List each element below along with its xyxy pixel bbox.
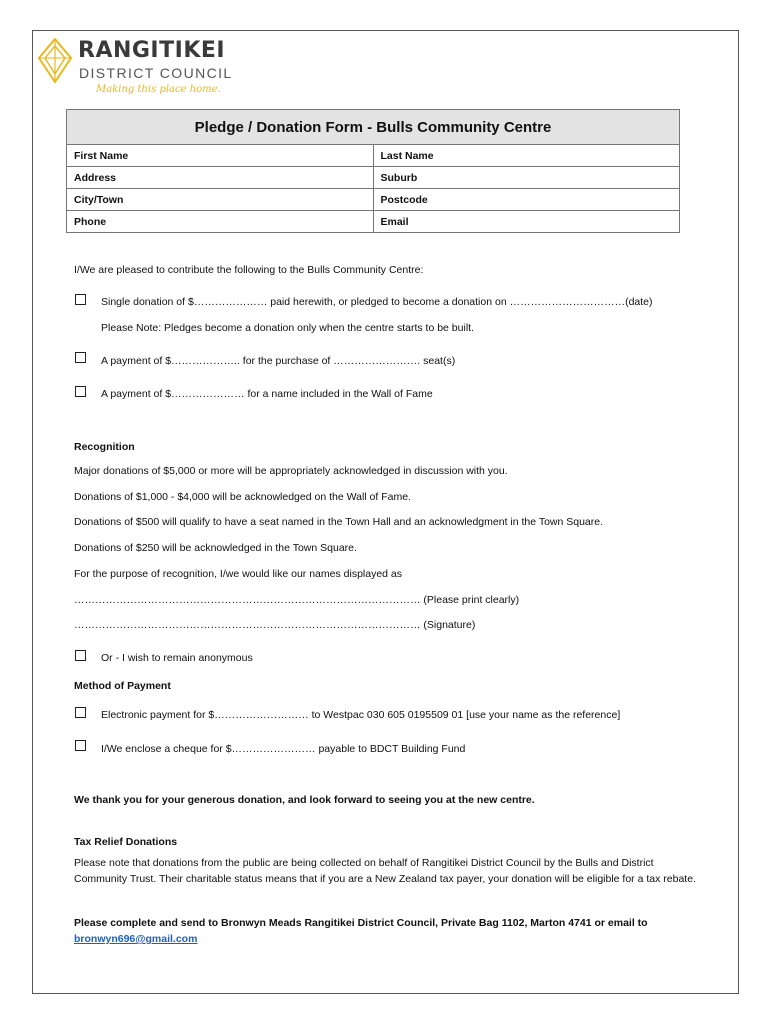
anonymous-label: Or - I wish to remain anonymous [101,652,253,664]
diamond-logo-icon [38,38,72,84]
contribution-intro: I/We are pleased to contribute the following to the Bulls Community Centre: [74,264,424,276]
recognition-heading: Recognition [74,441,135,453]
signature-line[interactable]: ……………………………………………………………………………………… (Signature) [74,619,476,631]
table-row [67,189,680,211]
pledge-note: Please Note: Pledges become a donation only when the centre starts to be built. [101,322,474,334]
tax-relief-body: Please note that donations from the public are being collected on behalf of Rangitikei District Council by the Bulls and District Community Trust. Their charitable status means that if you are a New Zealand tax payer, your donation will be eligible for a tax rebate. [74,857,696,885]
recognition-line: Donations of $1,000 - $4,000 will be acknowledged on the Wall of Fame. [74,491,411,503]
wall-of-fame-label: A payment of $………………… for a name included in the Wall of Fame [101,388,433,400]
electronic-payment-checkbox[interactable] [75,707,86,718]
seat-purchase-checkbox[interactable] [75,352,86,363]
email-field[interactable]: Email [373,211,680,233]
logo-subtitle: DISTRICT COUNCIL [79,65,233,81]
table-row [67,167,680,189]
single-donation-checkbox[interactable] [75,294,86,305]
thank-you-text: We thank you for your generous donation, and look forward to seeing you at the new centre. [74,794,535,806]
postcode-field[interactable]: Postcode [373,189,680,211]
tax-relief-heading: Tax Relief Donations [74,836,178,848]
recognition-line: For the purpose of recognition, I/we would like our names displayed as [74,568,403,580]
recognition-line: Major donations of $5,000 or more will be appropriately acknowledged in discussion with you. [74,465,508,477]
send-instructions [74,915,699,947]
recognition-line: Donations of $500 will qualify to have a seat named in the Town Hall and an acknowledgment in the Town Square. [74,516,604,528]
last-name-field[interactable]: Last Name [373,145,680,167]
logo-tagline: Making this place home. [96,84,221,95]
suburb-field[interactable]: Suburb [373,167,680,189]
single-donation-label: Single donation of $………………… paid herewith, or pledged to become a donation on ……………………………(date) [101,296,653,308]
first-name-field[interactable]: First Name [67,145,374,167]
print-name-line[interactable]: ……………………………………………………………………………………… (Please print clearly) [74,594,520,606]
recognition-line: Donations of $250 will be acknowledged in the Town Square. [74,542,357,554]
city-town-field[interactable]: City/Town [67,189,374,211]
phone-field[interactable]: Phone [67,211,374,233]
form-title: Pledge / Donation Form - Bulls Community Centre [67,110,680,145]
logo-title: RANGITIKEI [78,38,226,63]
anonymous-checkbox[interactable] [75,650,86,661]
send-instructions-text: Please complete and send to Bronwyn Meads Rangitikei District Council, Private Bag 1102, Marton 4741 or email to [74,917,648,929]
table-row [67,145,680,167]
seat-purchase-label: A payment of $……………….. for the purchase of ……………………. seat(s) [101,355,456,367]
contact-details-table [66,109,680,233]
payment-heading: Method of Payment [74,680,171,692]
email-link[interactable]: bronwyn696@gmail.com [74,933,198,945]
wall-of-fame-checkbox[interactable] [75,386,86,397]
table-row [67,211,680,233]
electronic-payment-label: Electronic payment for $……………………… to Westpac 030 605 0195509 01 [use your name as the reference] [101,709,621,721]
cheque-checkbox[interactable] [75,740,86,751]
cheque-label: I/We enclose a cheque for $…………………… payable to BDCT Building Fund [101,743,466,755]
council-logo [38,38,248,100]
address-field[interactable]: Address [67,167,374,189]
